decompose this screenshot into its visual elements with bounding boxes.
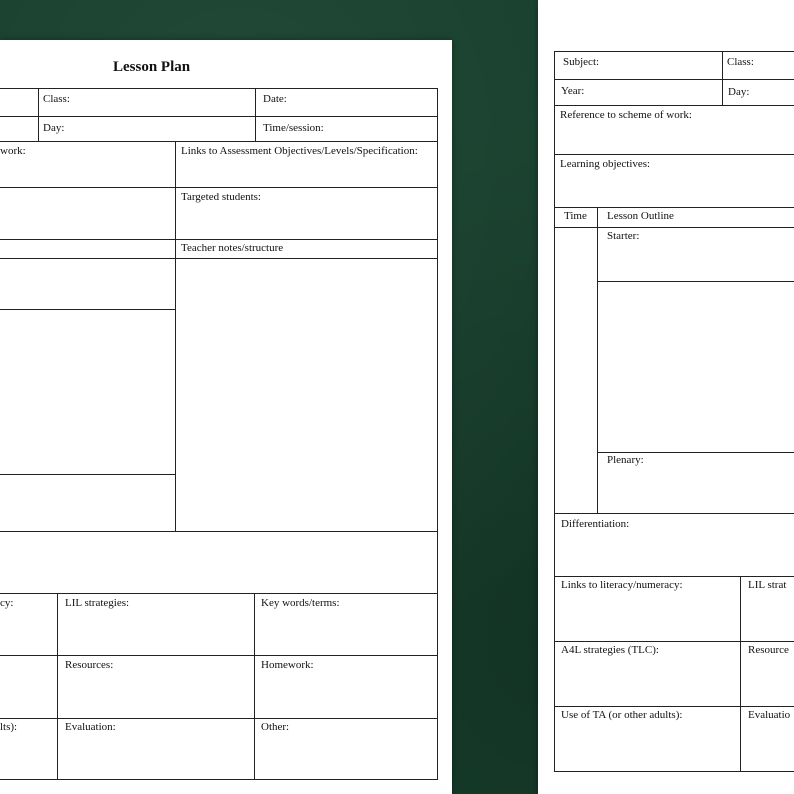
rule — [0, 474, 176, 475]
rule — [38, 88, 39, 141]
rule — [554, 706, 794, 707]
lil-strategies-label-partial: LIL strat — [748, 579, 787, 591]
class-label: Class: — [727, 56, 754, 68]
rule — [554, 513, 794, 514]
rule — [740, 576, 741, 771]
literacy-label-partial: cy: — [0, 597, 14, 609]
rule — [554, 154, 794, 155]
rule — [554, 576, 794, 577]
rule — [0, 187, 438, 188]
rule — [554, 79, 794, 80]
scheme-of-work-label-partial: work: — [0, 145, 26, 157]
rule — [554, 771, 794, 772]
a4l-strategies-label: A4L strategies (TLC): — [561, 644, 659, 656]
lil-strategies-label: LIL strategies: — [65, 597, 130, 609]
rule — [597, 452, 794, 453]
rule — [0, 116, 438, 117]
homework-label: Homework: — [261, 659, 314, 671]
rule — [0, 531, 438, 532]
key-words-label: Key words/terms: — [261, 597, 340, 609]
ta-label-partial: lts): — [0, 721, 18, 733]
rule — [597, 281, 794, 282]
evaluation-label-partial: Evaluatio — [748, 709, 791, 721]
rule — [554, 105, 794, 106]
rule — [437, 88, 438, 780]
lesson-plan-sheet-right — [538, 0, 794, 794]
time-session-label: Time/session: — [263, 122, 324, 134]
lesson-plan-sheet-left — [0, 40, 452, 794]
rule — [722, 51, 723, 105]
rule — [0, 779, 438, 780]
resources-label: Resources: — [65, 659, 114, 671]
starter-label: Starter: — [607, 230, 640, 242]
lesson-outline-label: Lesson Outline — [607, 210, 674, 222]
other-label: Other: — [261, 721, 290, 733]
targeted-students-label: Targeted students: — [181, 191, 261, 203]
time-label: Time — [564, 210, 587, 222]
rule — [554, 51, 794, 52]
evaluation-label: Evaluation: — [65, 721, 116, 733]
rule — [597, 207, 598, 513]
rule — [0, 141, 438, 142]
rule — [0, 593, 438, 594]
rule — [0, 88, 438, 89]
day-label: Day: — [728, 86, 750, 98]
resources-label-partial: Resource — [748, 644, 789, 656]
day-label: Day: — [43, 122, 65, 134]
rule — [554, 641, 794, 642]
scheme-reference-label: Reference to scheme of work: — [560, 109, 692, 121]
rule — [57, 593, 58, 780]
class-label: Class: — [43, 93, 70, 105]
rule — [175, 141, 176, 531]
links-assessment-label: Links to Assessment Objectives/Levels/Specification: — [181, 145, 418, 157]
plenary-label: Plenary: — [607, 454, 644, 466]
rule — [554, 227, 794, 228]
rule — [254, 593, 255, 780]
literacy-numeracy-label: Links to literacy/numeracy: — [561, 579, 683, 591]
rule — [554, 207, 794, 208]
rule — [0, 258, 438, 259]
differentiation-label: Differentiation: — [561, 518, 630, 530]
ta-label: Use of TA (or other adults): — [561, 709, 683, 721]
rule — [0, 718, 438, 719]
page-title: Lesson Plan — [113, 59, 191, 75]
rule — [0, 655, 438, 656]
learning-objectives-label: Learning objectives: — [560, 158, 651, 170]
rule — [554, 51, 555, 772]
rule — [0, 239, 438, 240]
teacher-notes-label: Teacher notes/structure — [181, 242, 284, 254]
date-label: Date: — [263, 93, 287, 105]
year-label: Year: — [561, 85, 585, 97]
subject-label: Subject: — [563, 56, 600, 68]
rule — [255, 88, 256, 141]
rule — [0, 309, 176, 310]
